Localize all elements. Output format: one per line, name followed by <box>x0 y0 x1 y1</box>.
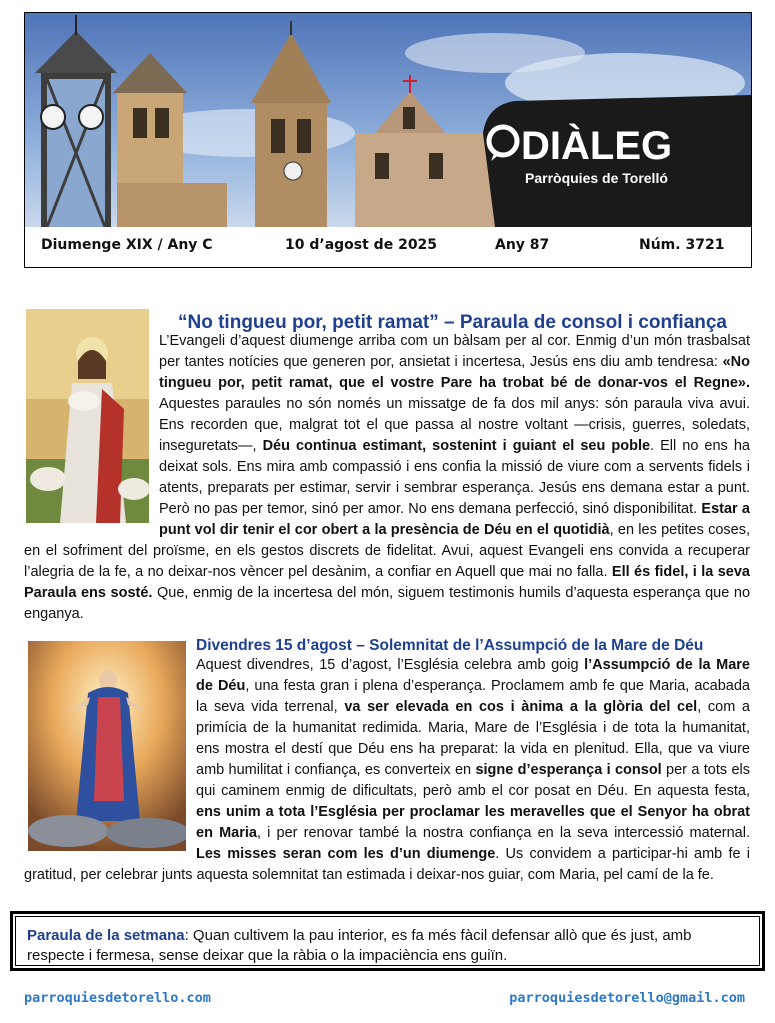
towers-banner-image <box>25 13 751 227</box>
image-float-spacer <box>24 655 196 853</box>
article1-bold-1: «No tingueu por, petit ramat, que el vostre Pare ha trobat bé de donar-vos el Regne». <box>159 354 750 391</box>
word-of-week-content: : Quan cultivem la pau interior, es fa més fàcil defensar allò que és just, amb respecte i fermesa, sense deixar que la ràbia o la impaciència ens guiïn. <box>27 927 692 964</box>
brand-name: DIÀLEG <box>521 124 673 168</box>
article1-bold-4: Ell és fidel, i la seva Paraula ens sosté. <box>24 564 750 601</box>
article2-text-3: , com a primícia de la humanitat redimida. Maria, Mare de l’Església i de tota la humanitat, ens mostra el destí que Déu ens ha preparat: la vida en plenitud. Ella, que va viure amb humilitat i confiança, es converteix en <box>196 699 750 778</box>
article2-text-1: Aquest divendres, 15 d’agost, l’Església celebra amb goig <box>196 657 585 673</box>
article2-title: Divendres 15 d’agost – Solemnitat de l’Assumpció de la Mare de Déu <box>196 637 704 654</box>
liturgical-sunday: Diumenge XIX / Any C <box>41 237 213 253</box>
word-of-week-label: Paraula de la setmana <box>27 927 185 944</box>
article2-text-4: per a tots els qui caminem enmig de dificultats, però amb el cor posat en Déu. En aquesta festa, <box>196 762 751 799</box>
word-of-week-box <box>10 911 765 971</box>
article1-title: “No tingueu por, petit ramat” – Paraula de consol i confiança <box>178 312 727 333</box>
article2-bold-3: signe d’esperança i consol <box>475 762 662 778</box>
article1-text-3: . Ell no ens ha deixat sols. Ens mira amb compassió i ens confia la missió de viure com a servents fidels i atents, preparats per estimar, servir i sembrar esperança. Jesús ens demana estar a punt. Però no pas per temor, sinó per amor. No ens demana perfecció, sinó disponibilitat. <box>159 438 750 517</box>
article1-text-1: L’Evangeli d’aquest diumenge arriba com un bàlsam per al cor. Enmig d’un món trasbalsat per tantes notícies que generen por, ansietat i incertesa, Jesús ens diu amb tendresa: <box>159 333 750 370</box>
word-of-week-text <box>27 926 747 966</box>
issue-year: Any 87 <box>495 237 550 253</box>
article2-text-2: , una festa gran i plena d’esperança. Proclamem amb fe que Maria, acabada la seva vida terrenal, <box>196 678 751 715</box>
article2-bold-2: va ser elevada en cos i ànima a la glòria del cel <box>344 699 698 715</box>
article2-bold-5: Les misses seran com les d’un diumenge <box>196 846 496 862</box>
email-link[interactable]: parroquiesdetorello@gmail.com <box>509 990 745 1006</box>
article1-text-2: Aquestes paraules no són només un missatge de fa dos mil anys: són paraula viva avui. Ens recorden que, malgrat tot el que passa al nostre voltant —crisis, guerres, soledats, inseguretats—, <box>159 396 750 454</box>
issue-info-bar <box>25 227 751 267</box>
article1-text-5: Que, enmig de la incertesa del món, siguem testimonis humils d’aquesta esperança que no enganya. <box>24 585 751 622</box>
issue-number: Núm. 3721 <box>639 237 725 253</box>
website-link[interactable]: parroquiesdetorello.com <box>24 990 211 1006</box>
article1-body <box>24 331 750 625</box>
article1-text-4: , en les petites coses, en el sofriment del proïsme, en els gestos discrets de fidelitat. Avui, aquest Evangeli ens convida a recuperar l’alegria de la fe, a no deixar-nos vèncer pel desànim, a confiar en Aquell que mai no falla. <box>24 522 751 580</box>
article2-bold-1: l’Assumpció de la Mare de Déu <box>196 657 750 694</box>
article2-body <box>24 655 750 886</box>
article1-bold-2: Déu continua estimant, sostenint i guiant el seu poble <box>262 438 651 454</box>
article2-text-6: . Us convidem a participar-hi amb fe i gratitud, per celebrar junts aquesta solemnitat tan estimada i deixar-nos guiar, com Maria, pel camí de la fe. <box>24 846 751 883</box>
article2-bold-4: ens unim a tota l’Església per proclamar les meravelles que el Senyor ha obrat en Maria <box>196 804 750 841</box>
issue-date: 10 d’agost de 2025 <box>285 237 438 253</box>
masthead <box>24 12 752 268</box>
article2-text-5: , i per renovar també la nostra confiança en la seva intercessió maternal. <box>256 825 750 841</box>
image-float-spacer <box>24 331 159 529</box>
brand-subtitle: Parròquies de Torelló <box>525 170 668 186</box>
article1-bold-3: Estar a punt vol dir tenir el cor obert a la presència de Déu en el quotidià <box>159 501 750 538</box>
